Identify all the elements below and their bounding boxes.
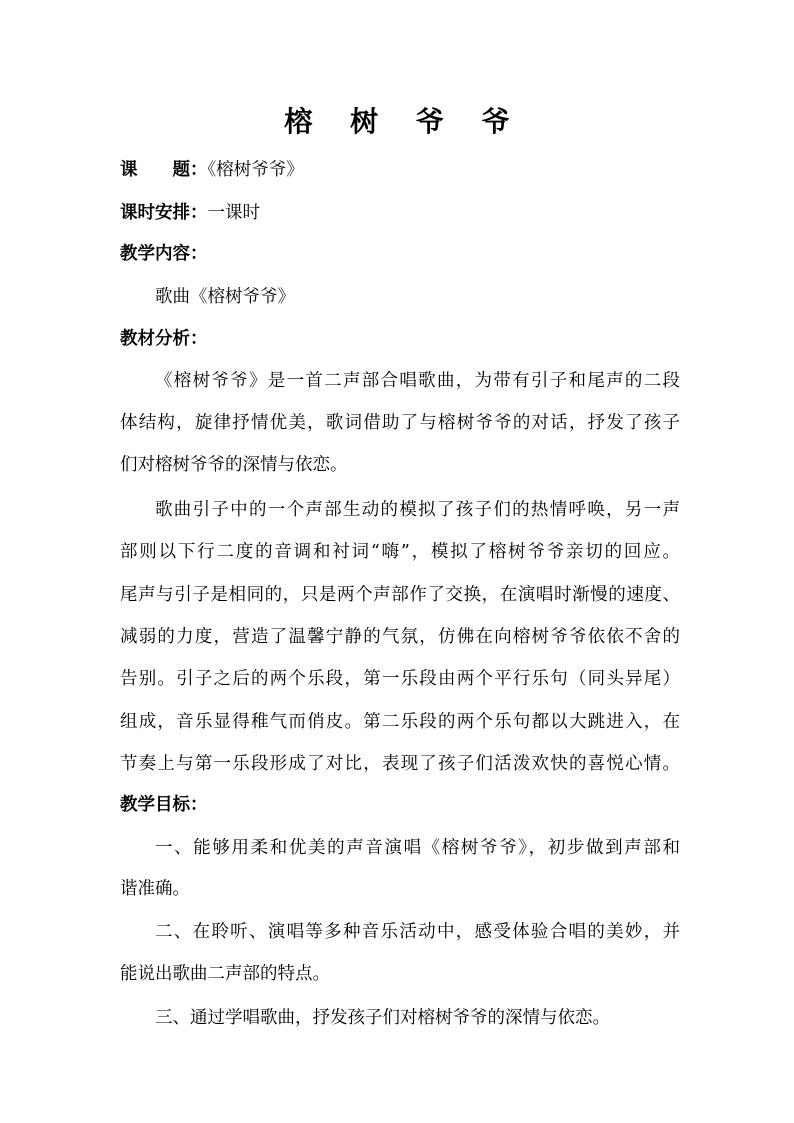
subject-value: 《榕树爷爷》 xyxy=(207,160,304,180)
goal-line: 二、在聆听、演唱等多种音乐活动中，感受体验合唱的美妙，并 xyxy=(155,922,680,942)
subject-line xyxy=(120,157,680,183)
document-title: 榕 树 爷 爷 xyxy=(284,105,524,138)
analysis-line: 尾声与引子是相同的，只是两个声部作了交换，在演唱时渐慢的速度、 xyxy=(120,585,680,605)
analysis-line: 《榕树爷爷》是一首二声部合唱歌曲，为带有引子和尾声的二段 xyxy=(155,371,680,391)
analysis-line: 组成，音乐显得稚气而俏皮。第二乐段的两个乐句都以大跳进入，在 xyxy=(120,712,680,732)
content-heading: 教学内容： xyxy=(120,244,208,264)
analysis-line: 们对榕树爷爷的深情与依恋。 xyxy=(120,455,348,475)
analysis-heading: 教材分析： xyxy=(120,329,208,349)
analysis-line: 减弱的力度，营造了温馨宁静的气氛，仿佛在向榕树爷爷依依不舍的 xyxy=(120,627,680,647)
analysis-line: 体结构，旋律抒情优美，歌词借助了与榕树爷爷的对话，抒发了孩子 xyxy=(120,413,680,433)
schedule-value: 一课时 xyxy=(207,203,260,223)
goals-heading: 教学目标： xyxy=(120,795,208,815)
subject-label: 课 题： xyxy=(120,160,208,180)
goal-line: 能说出歌曲二声部的特点。 xyxy=(120,964,330,984)
schedule-label: 课时安排： xyxy=(120,203,208,223)
analysis-line: 歌曲引子中的一个声部生动的模拟了孩子们的热情呼唤，另一声 xyxy=(155,500,680,520)
analysis-line: 告别。引子之后的两个乐段，第一乐段由两个平行乐句（同头异尾） xyxy=(120,669,680,689)
analysis-line: 部则以下行二度的音调和衬词“嗨”，模拟了榕树爷爷亲切的回应。 xyxy=(120,542,680,562)
goal-line: 谐准确。 xyxy=(120,879,190,899)
goal-line: 一、能够用柔和优美的声音演唱《榕树爷爷》，初步做到声部和 xyxy=(155,838,680,858)
content-line: 歌曲《榕树爷爷》 xyxy=(155,287,295,307)
goal-line: 三、通过学唱歌曲，抒发孩子们对榕树爷爷的深情与依恋。 xyxy=(155,1008,610,1028)
schedule-line xyxy=(120,200,680,226)
analysis-line: 节奏上与第一乐段形成了对比，表现了孩子们活泼欢快的喜悦心情。 xyxy=(120,754,680,774)
